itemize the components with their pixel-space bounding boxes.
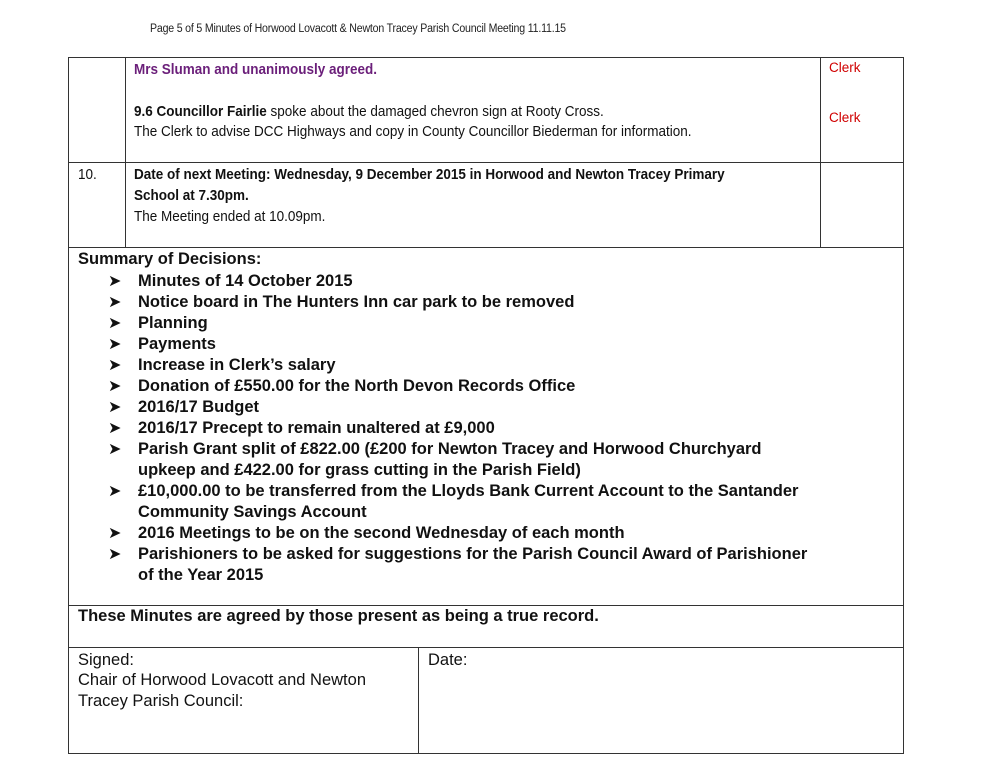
item-number: 10. [78,166,97,183]
signatory-title-line2: Tracey Parish Council: [78,692,244,710]
column-divider [125,57,126,247]
arrow-bullet-icon: ➤ [108,357,122,374]
item-9-6-heading: 9.6 Councillor Fairlie [134,103,267,120]
next-meeting-line2: School at 7.30pm. [134,187,249,204]
row-divider [68,247,904,248]
action-clerk-label: Clerk [829,110,861,125]
clerk-action-text: The Clerk to advise DCC Highways and copy in County Councillor Biederman for information. [134,123,692,140]
column-divider [820,57,821,247]
arrow-bullet-icon: ➤ [108,546,122,563]
agreement-statement: These Minutes are agreed by those present as being a true record. [78,607,599,625]
action-clerk-label: Clerk [829,60,861,75]
row-divider [68,605,904,606]
row-divider [68,162,904,163]
signed-label: Signed: [78,651,134,669]
page-header: Page 5 of 5 Minutes of Horwood Lovacott & Newton Tracey Parish Council Meeting 11.11.15 [150,23,566,35]
agreement-line: Mrs Sluman and unanimously agreed. [134,61,378,78]
arrow-bullet-icon: ➤ [108,483,122,500]
arrow-bullet-icon: ➤ [108,378,122,395]
meeting-ended: The Meeting ended at 10.09pm. [134,208,326,225]
item-9-6 [134,103,604,120]
arrow-bullet-icon: ➤ [108,420,122,437]
arrow-bullet-icon: ➤ [108,441,122,458]
arrow-bullet-icon: ➤ [108,273,122,290]
column-divider [418,647,419,754]
arrow-bullet-icon: ➤ [108,336,122,353]
arrow-bullet-icon: ➤ [108,315,122,332]
date-label: Date: [428,651,468,669]
summary-title: Summary of Decisions: [78,250,262,268]
signatory-title-line1: Chair of Horwood Lovacott and Newton [78,671,366,689]
arrow-bullet-icon: ➤ [108,399,122,416]
item-9-6-text: spoke about the damaged chevron sign at Rooty Cross. [266,103,604,120]
arrow-bullet-icon: ➤ [108,294,122,311]
row-divider [68,647,904,648]
next-meeting-line1: Date of next Meeting: Wednesday, 9 December 2015 in Horwood and Newton Tracey Primary [134,166,725,183]
arrow-bullet-icon: ➤ [108,525,122,542]
